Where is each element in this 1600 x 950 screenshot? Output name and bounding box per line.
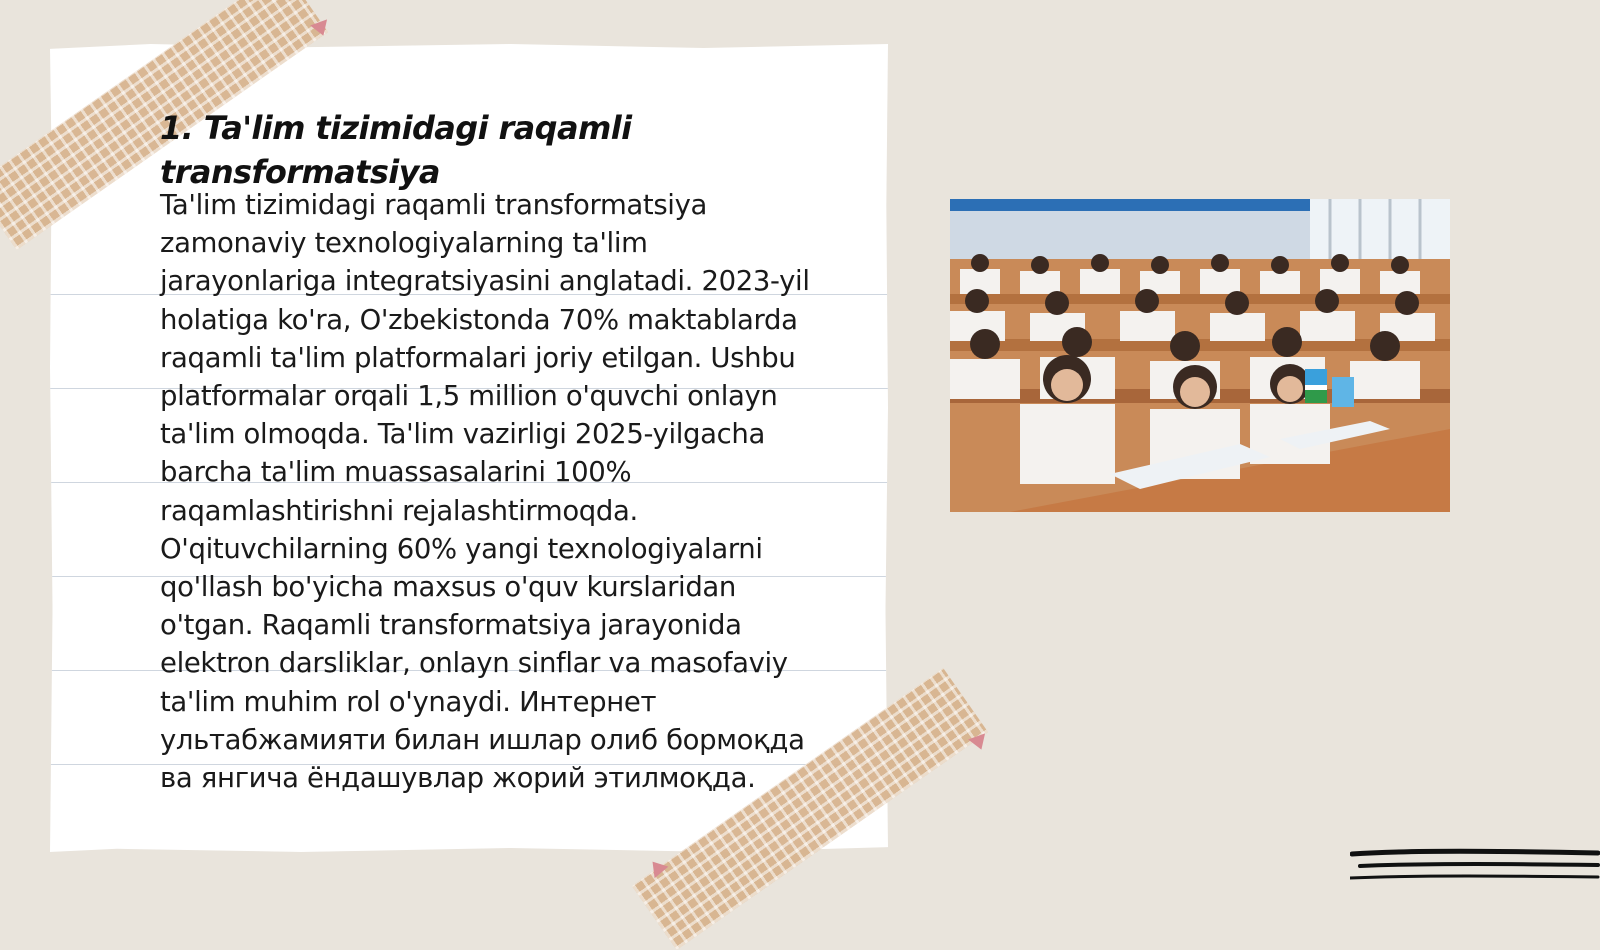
classroom-photo (950, 199, 1450, 512)
brush-stroke-lines (1350, 848, 1600, 888)
slide-body-text: Ta'lim tizimidagi raqamli transformatsiya zamonaviy texnologiyalarning ta'lim jarayonlariga integratsiyasini anglatadi. 2023-yil holatiga ko'ra, O'zbekistonda 70% maktablarda raqamli ta'lim platformalari joriy etilgan. Ushbu platformalar orqali 1,5 million o'quvchi onlayn ta'lim olmoqda. Ta'lim vazirligi 2025-yilgacha barcha ta'lim muassasalarini 100% raqamlashtirishni rejalashtirmoqda. O'qituvchilarning 60% yangi texnologiyalarni qo'llash bo'yicha maxsus o'quv kurslaridan o'tgan. Raqamli transformatsiya jarayonida elektron darsliklar, onlayn sinflar va masofaviy ta'lim muhim rol o'ynaydi. Интернет ультабжамияти билан ишлар олиб бормоқда ва янгича ёндашувлар жорий этилмоқда. (160, 189, 810, 795)
slide-title: 1. Ta'lim tizimidagi raqamli transformatsiya (160, 109, 632, 191)
